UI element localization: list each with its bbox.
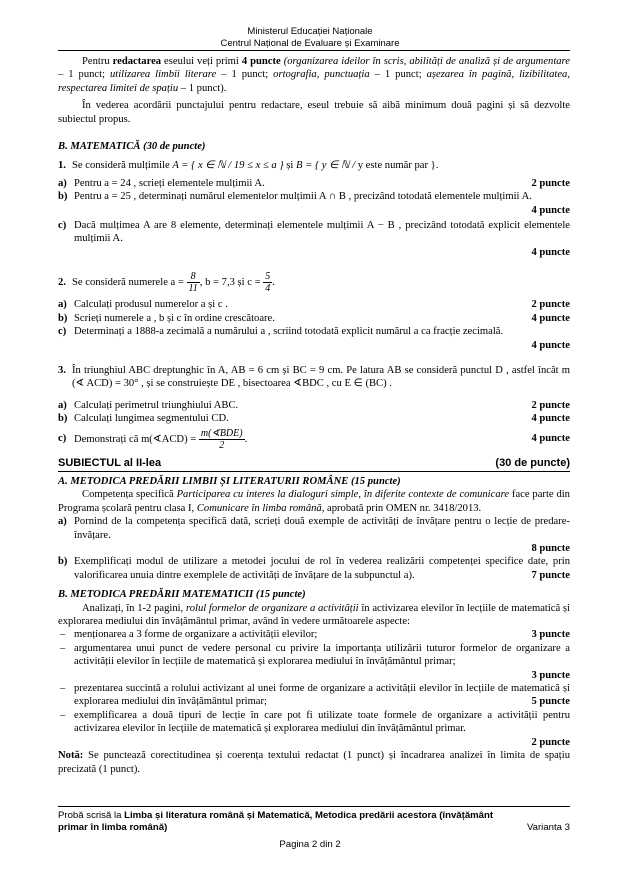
- method-b-title: B. METODICA PREDĂRII MATEMATICII (15 puncte): [58, 589, 306, 601]
- question-1: [58, 159, 570, 172]
- question-2c: c) Determinați a 1888-a zecimală a numărului a , scriind totodată explicit numărul a ca fracție zecimală.: [58, 326, 504, 338]
- question-1a: a) Pentru a = 24 , scrieți elementele mulțimii A. 2 puncte: [58, 177, 570, 189]
- footer-line-2: primar în limba română) Varianta 3: [58, 821, 570, 833]
- method-a-title: A. METODICA PREDĂRII LIMBII ȘI LITERATURII ROMÂNE (15 puncte): [58, 475, 401, 487]
- points-badge: 4 puncte: [531, 339, 570, 351]
- method-b-item-2: – argumentarea unui punct de vedere personal cu privire la importanța utilizării tuturor formelor de organizare a activității elevilor în lecțiile de matematică și explorarea mediului în învățământul primar;: [60, 642, 570, 668]
- intro-paragraph-2: În vederea acordării punctajului pentru redactare, eseul trebuie să aibă minimum două pagini și să dezvolte subiectul propus.: [58, 100, 570, 125]
- method-b-item-3: – prezentarea succintă a rolului activizant al unei forme de organizare a activității elevilor în lecțiile de matematică și explorarea mediului din învățământul primar;: [60, 683, 570, 708]
- center-name: Centrul Național de Evaluare și Examinare: [220, 37, 400, 49]
- method-a-item-a: a) Pornind de la competența specifică dată, scrieți două exemple de activități de învățare pentru o lecție de predare-învățare.: [58, 516, 570, 541]
- question-number: 2.: [58, 277, 66, 289]
- points-badge: 2 puncte: [531, 399, 570, 411]
- points-badge: 5 puncte: [531, 696, 570, 708]
- points-badge: 8 puncte: [531, 542, 570, 554]
- question-1c: c) Dacă mulțimea A are 8 elemente, determinați elementele mulțimii A − B , precizând totodată explicit elementele mulțimii A.: [58, 220, 570, 245]
- page-number: Pagina 2 din 2: [279, 839, 341, 850]
- points-badge: 7 puncte: [531, 569, 570, 581]
- document-footer: [58, 810, 570, 833]
- question-stem: Se consideră mulțimile A = { x ∈ ℕ / 19 ≤ x ≤ a } și B = { y ∈ ℕ / y este număr par }.: [72, 160, 439, 172]
- question-2b: b) Scrieți numerele a , b și c în ordine crescătoare. 4 puncte: [58, 312, 570, 324]
- note: Notă: Se punctează corectitudinea și coerența textului redactat (1 punct) și încadrarea analizei în limita de spațiu precizată (1 punct).: [58, 750, 570, 775]
- method-a-item-b: b) Exemplificați modul de utilizare a metodei jocului de rol în vederea realizării competenței specifice date, prin valorificarea unuia dintre exemplele de activități de învățare de la subpunctul a).: [58, 556, 570, 581]
- fraction-a: $\frac{8}{11}$: [188, 271, 198, 295]
- method-a-paragraph: Competența specifică Participarea cu interes la dialoguri simple, în diferite contexte de comunicare face parte din Programa școlară pentru clasa I, Comunicare în limba română, aprobată prin OMEN nr. 3418/2013.: [58, 489, 570, 514]
- method-b-paragraph: Analizați, în 1-2 pagini, rolul formelor de organizare a activității în activizarea elevilor în lecțiile de matematică și explorarea mediului din învățământul primar, având în vedere următoarele aspecte:: [58, 602, 571, 628]
- question-number: 1.: [58, 160, 66, 172]
- question-3b: b) Calculați lungimea segmentului CD. 4 puncte: [58, 413, 570, 425]
- math-section-title: B. MATEMATICĂ (30 de puncte): [58, 141, 206, 153]
- points-badge: 4 puncte: [531, 312, 570, 324]
- method-b-item-1: – menționarea a 3 forme de organizare a activității elevilor; 3 puncte: [60, 629, 570, 641]
- intro-paragraph-1: Pentru redactarea eseului veți primi 4 puncte (organizarea ideilor în scris, abilități de analiză și de argumentare – 1 punct; utilizarea limbii literare – 1 punct; ortografia, punctuația – 1 punct; așezarea în pagină, lizibilitatea, respectarea limitei de spațiu – 1 punct).: [58, 56, 570, 94]
- header-divider: [58, 50, 570, 51]
- subject-2-points: (30 de puncte): [495, 456, 570, 469]
- question-stem: Se consideră numerele a = $\frac{8}{11}$ , b = 7,3 și c = $\frac{5}{4}$ .: [72, 271, 275, 295]
- variant-label: Varianta 3: [526, 821, 570, 833]
- points-badge: 2 puncte: [531, 736, 570, 748]
- subject-2-heading: [58, 457, 570, 472]
- question-1b: b) Pentru a = 25 , determinați numărul elementelor mulțimii A ∩ B , precizând totodată elementele mulțimii A.: [58, 191, 532, 203]
- question-3a: a) Calculați perimetrul triunghiului ABC. 2 puncte: [58, 399, 570, 411]
- points-badge: 3 puncte: [531, 629, 570, 641]
- points-badge: 2 puncte: [531, 299, 570, 311]
- question-3: [58, 364, 570, 391]
- points-badge: 4 puncte: [531, 433, 570, 445]
- points-badge: 2 puncte: [531, 177, 570, 189]
- ministry-name: Ministerul Educației Naționale: [247, 26, 373, 37]
- fraction-angle: $\frac{\text{m(∢BDE)}}{2}$: [200, 427, 243, 451]
- points-badge: 4 puncte: [531, 413, 570, 425]
- question-stem: În triunghiul ABC dreptunghic în A, AB = 6 cm și BC = 9 cm. Pe latura AB se consideră punctul D , astfel încât m (∢ ACD) = 30° , și se construiește DE , bisectoarea ∢BDC , cu E ∈ (BC) .: [72, 364, 570, 390]
- page-body: [58, 55, 570, 776]
- points-badge: 3 puncte: [531, 669, 570, 681]
- points-badge: 4 puncte: [531, 204, 570, 216]
- question-2: [58, 271, 570, 294]
- document-header: [0, 26, 620, 49]
- fraction-c: $\frac{5}{4}$: [265, 271, 271, 295]
- footer-line-1: Probă scrisă la Limba și literatura română și Matematică, Metodica predării acestora (învățământ: [58, 810, 494, 821]
- question-number: 3.: [58, 364, 66, 376]
- subject-2-title: SUBIECTUL al II-lea: [58, 456, 162, 469]
- points-badge: 4 puncte: [531, 246, 570, 258]
- method-b-item-4: – exemplificarea a două tipuri de lecție în care pot fi utilizate toate formele de organizare a activității pentru activizarea elevilor în lecțiile de matematică și explorarea mediului din învățământul primar.: [60, 709, 570, 735]
- question-3c: c) Demonstrați că m(∢ACD) = $\frac{\text{m(∢BDE)}}{2}$ . 4 puncte: [58, 427, 570, 451]
- footer-divider: [58, 806, 570, 807]
- question-2a: a) Calculați produsul numerelor a și c . 2 puncte: [58, 299, 570, 311]
